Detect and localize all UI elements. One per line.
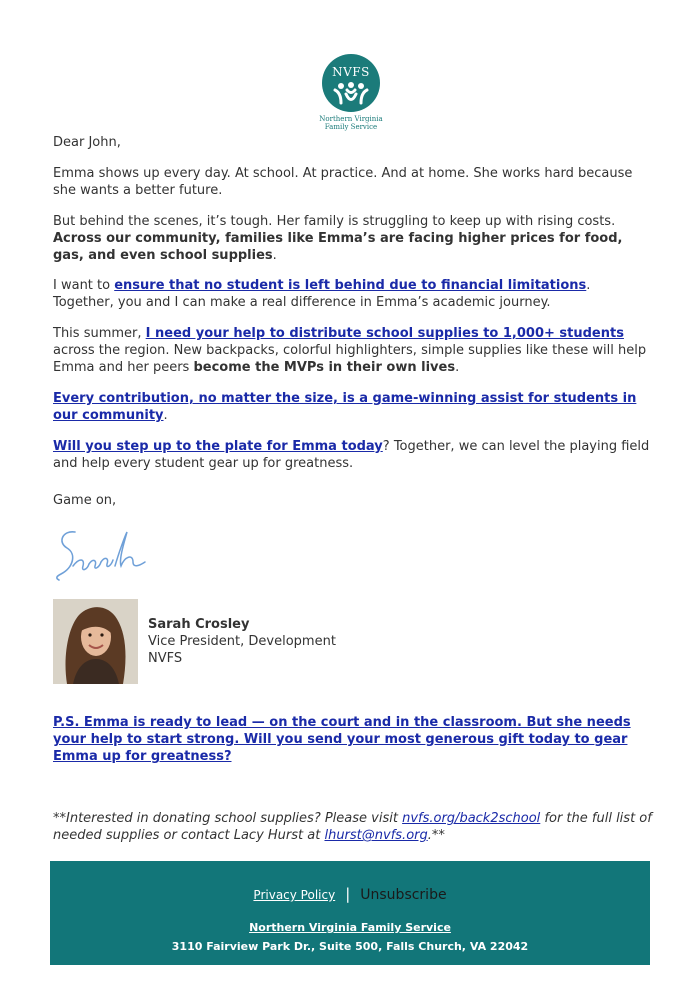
step-up-link[interactable]: Will you step up to the plate for Emma today (53, 439, 383, 454)
greeting: Dear John, (53, 135, 121, 150)
paragraph-5: Every contribution, no matter the size, is a game-winning assist for students in our community. (53, 391, 637, 423)
footer-address: 3110 Fairview Park Dr., Suite 500, Falls Church, VA 22042 (171, 940, 529, 953)
signer-title: Vice President, Development (148, 634, 336, 649)
ensure-student-link[interactable]: ensure that no student is left behind due to financial limitations (114, 278, 587, 293)
paragraph-3: I want to ensure that no student is left behind due to financial limitations. Together, you and I can make a real difference in Emma’s academic journey. (53, 278, 591, 310)
signer-name: Sarah Crosley (148, 617, 250, 632)
footer-org (50, 921, 650, 934)
email-link[interactable]: lhurst@nvfs.org (324, 828, 428, 843)
footer (50, 861, 650, 965)
paragraph-4: This summer, I need your help to distribute school supplies to 1,000+ students across the region. New backpacks, colorful highlighters, simple supplies like these will help Emma and her peers become the MVPs in their own lives. (53, 326, 647, 375)
org-link[interactable]: Northern Virginia Family Service (249, 921, 451, 934)
signer-photo (53, 599, 138, 684)
unsubscribe-link[interactable]: Unsubscribe (360, 887, 447, 903)
supplies-note: **Interested in donating school supplies? Please visit nvfs.org/back2school for the full list of needed supplies or contact Lacy Hurst at lhurst@nvfs.org.** (53, 811, 652, 843)
logo-text: NVFS (332, 65, 370, 79)
paragraph-6: Will you step up to the plate for Emma today? Together, we can level the playing field and help every student gear up for greatness. (53, 439, 650, 471)
logo-circle (322, 54, 380, 112)
signer-block (148, 616, 336, 667)
bold-text: Across our community, families like Emma’s are facing higher prices for food, gas, and even school supplies (53, 231, 623, 263)
back2school-link[interactable]: nvfs.org/back2school (402, 811, 541, 826)
footer-separator: | (345, 885, 351, 903)
signoff: Game on, (53, 493, 117, 508)
logo-caption: Northern Virginia Family Service (319, 115, 383, 131)
handwritten-signature (53, 522, 153, 584)
paragraph-2: But behind the scenes, it’s tough. Her family is struggling to keep up with rising costs. Across our community, families like Emma’s are facing higher prices for food, gas, and even school supplies. (53, 214, 623, 263)
paragraph-1: Emma shows up every day. At school. At practice. And at home. She works hard because she wants a better future. (53, 166, 633, 198)
ps-donate-link[interactable]: P.S. Emma is ready to lead — on the court and in the classroom. But she needs your help to start strong. Will you send your most generous gift today to gear Emma up for greatness? (53, 715, 631, 764)
portrait-image (53, 599, 138, 684)
distribute-supplies-link[interactable]: I need your help to distribute school supplies to 1,000+ students (145, 326, 624, 341)
footer-links (50, 885, 650, 903)
people-figures-icon (332, 81, 370, 105)
privacy-policy-link[interactable]: Privacy Policy (253, 888, 336, 902)
nvfs-logo[interactable] (318, 54, 384, 131)
bold-text: become the MVPs in their own lives (193, 360, 456, 375)
every-contribution-link[interactable]: Every contribution, no matter the size, is a game-winning assist for students in our community (53, 391, 637, 423)
signer-org: NVFS (148, 651, 183, 666)
ps-paragraph (53, 714, 653, 765)
